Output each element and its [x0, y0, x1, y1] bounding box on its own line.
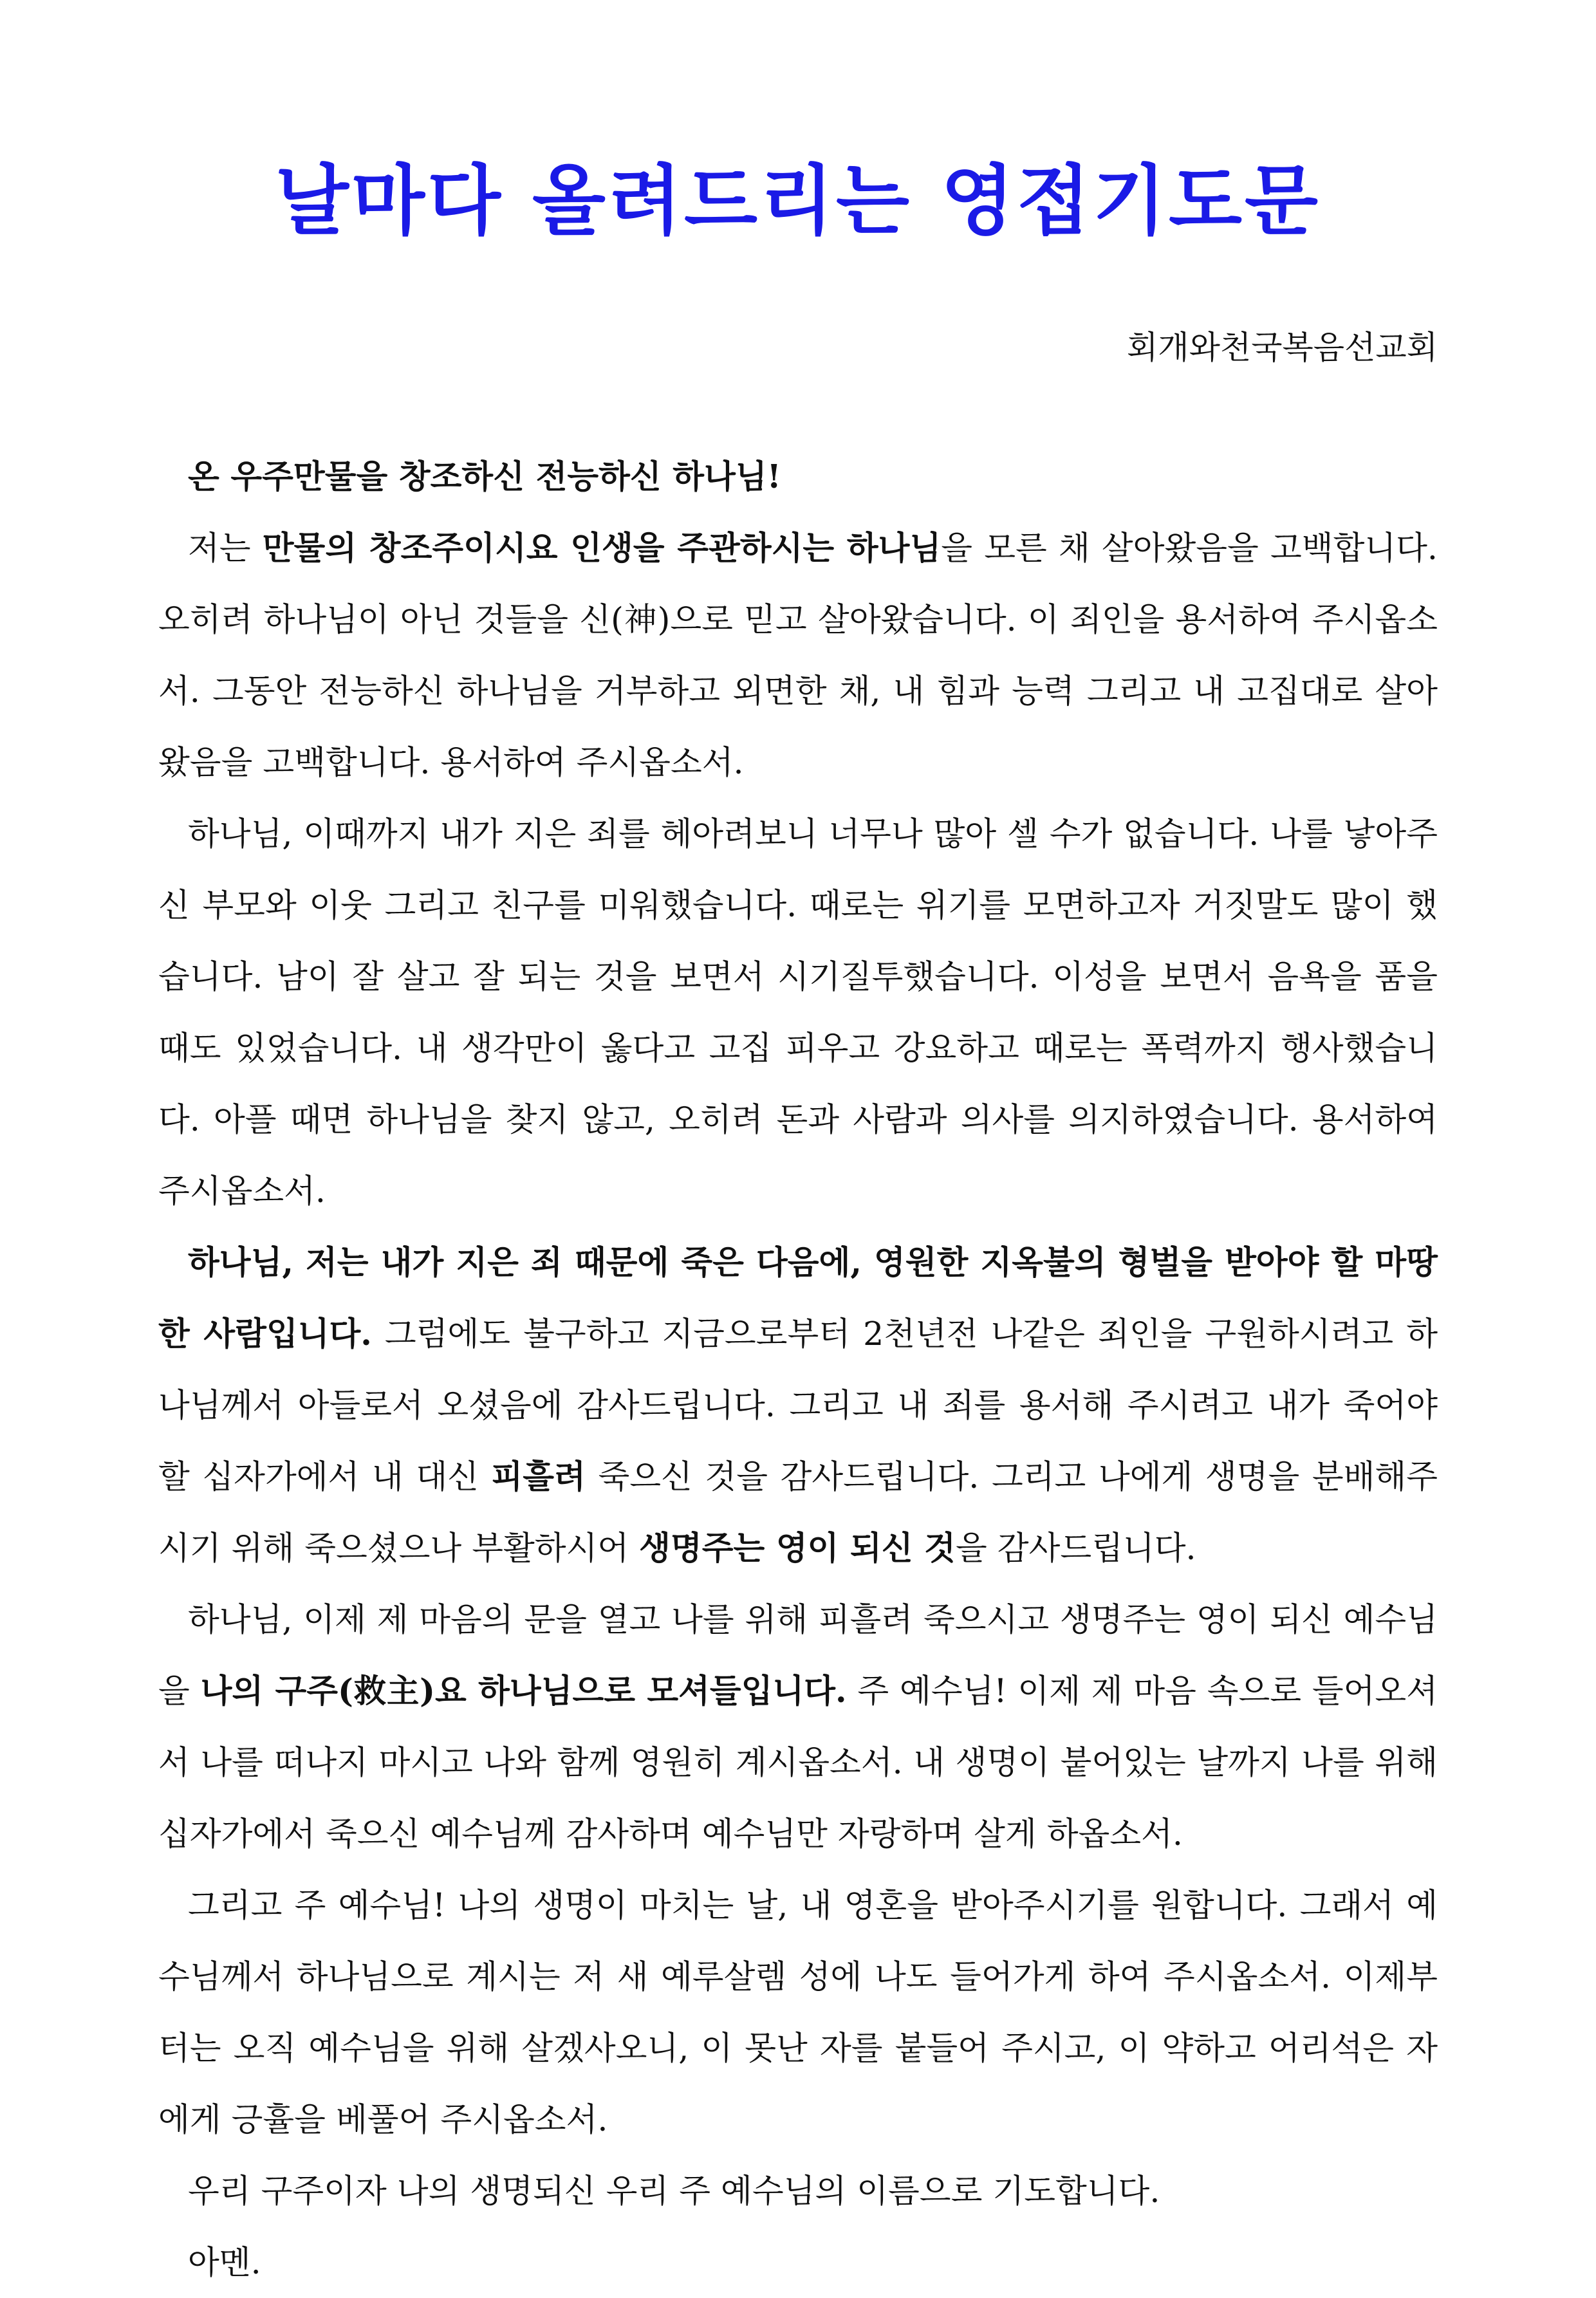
paragraph-text: 주 예수님! 이제 제 마음 속으로 들어오셔서 나를 떠나지 마시고 나와 함께 영원히 계시옵소서. 내 생명이 붙어있는 날까지 나를 위해 십자가에서 죽으신 예수님께 감사하며 예수님만 자랑하며 살게 하옵소서. [158, 1672, 1438, 1853]
prayer-paragraph [158, 441, 1438, 512]
prayer-body [158, 441, 1438, 2298]
paragraph-text: 우리 구주이자 나의 생명되신 우리 주 예수님의 이름으로 기도합니다. [188, 2172, 1160, 2210]
paragraph-text: 아멘. [188, 2243, 261, 2281]
prayer-paragraph [158, 512, 1438, 798]
church-name: 회개와천국복음선교회 [1127, 329, 1438, 366]
paragraph-text: 을 모른 채 살아왔음을 고백합니다. 오히려 하나님이 아닌 것들을 신(神)으로 믿고 살아왔습니다. 이 죄인을 용서하여 주시옵소서. 그동안 전능하신 하나님을 거부하고 외면한 채, 내 힘과 능력 그리고 내 고집대로 살아왔음을 고백합니다. 용서하여 주시옵소서. [158, 529, 1438, 781]
paragraph-text: 저는 [188, 529, 263, 567]
emphasized-text: 만물의 창조주이시요 인생을 주관하시는 하나님 [262, 529, 942, 567]
prayer-paragraph [158, 1584, 1438, 1869]
emphasized-text: 온 우주만물을 창조하신 전능하신 하나님! [188, 458, 781, 496]
paragraph-text: 그럼에도 불구하고 지금으로부터 2천년전 나같은 죄인을 구원하시려고 하나님께서 아들로서 오셨음에 감사드립니다. 그리고 내 죄를 용서해 주시려고 내가 죽어야 할 십자가에서 내 대신 [158, 1315, 1438, 1496]
paragraph-text: 하나님, 이제 제 마음의 문을 열고 나를 위해 피흘려 죽으시고 생명주는 영이 되신 예수님을 [158, 1600, 1438, 1710]
prayer-paragraph [158, 1227, 1438, 1584]
emphasized-text: 생명주는 영이 되신 것 [639, 1529, 956, 1567]
paragraph-text: 하나님, 이때까지 내가 지은 죄를 헤아려보니 너무나 많아 셀 수가 없습니다. 나를 낳아주신 부모와 이웃 그리고 친구를 미워했습니다. 때로는 위기를 모면하고자 거짓말도 많이 했습니다. 남이 잘 살고 잘 되는 것을 보면서 시기질투했습니다. 이성을 보면서 음욕을 품을 때도 있었습니다. 내 생각만이 옳다고 고집 피우고 강요하고 때로는 폭력까지 행사했습니다. 아플 때면 하나님을 찾지 않고, 오히려 돈과 사람과 의사를 의지하였습니다. 용서하여 주시옵소서. [158, 815, 1438, 1210]
prayer-paragraph [158, 1869, 1438, 2155]
prayer-paragraph [158, 2227, 1438, 2298]
emphasized-text: 하나님, 저는 내가 지은 죄 때문에 죽은 다음에, 영원한 지옥불의 형벌을 받아야 할 마땅한 사람입니다. [158, 1243, 1438, 1353]
prayer-paragraph [158, 798, 1438, 1227]
emphasized-text: 나의 구주(救主)요 하나님으로 모셔들입니다. [200, 1672, 847, 1710]
emphasized-text: 피흘려 [491, 1458, 586, 1496]
paragraph-text: 을 감사드립니다. [955, 1529, 1196, 1567]
paragraph-text: 죽으신 것을 감사드립니다. 그리고 나에게 생명을 분배해주시기 위해 죽으셨으나 부활하시어 [158, 1458, 1438, 1567]
page-title: 날마다 올려드리는 영접기도문 [275, 156, 1321, 245]
prayer-paragraph [158, 2155, 1438, 2227]
paragraph-text: 그리고 주 예수님! 나의 생명이 마치는 날, 내 영혼을 받아주시기를 원합니다. 그래서 예수님께서 하나님으로 계시는 저 새 예루살렘 성에 나도 들어가게 하여 주시옵소서. 이제부터는 오직 예수님을 위해 살겠사오니, 이 못난 자를 붙들어 주시고, 이 약하고 어리석은 자에게 긍휼을 베풀어 주시옵소서. [158, 1886, 1438, 2138]
